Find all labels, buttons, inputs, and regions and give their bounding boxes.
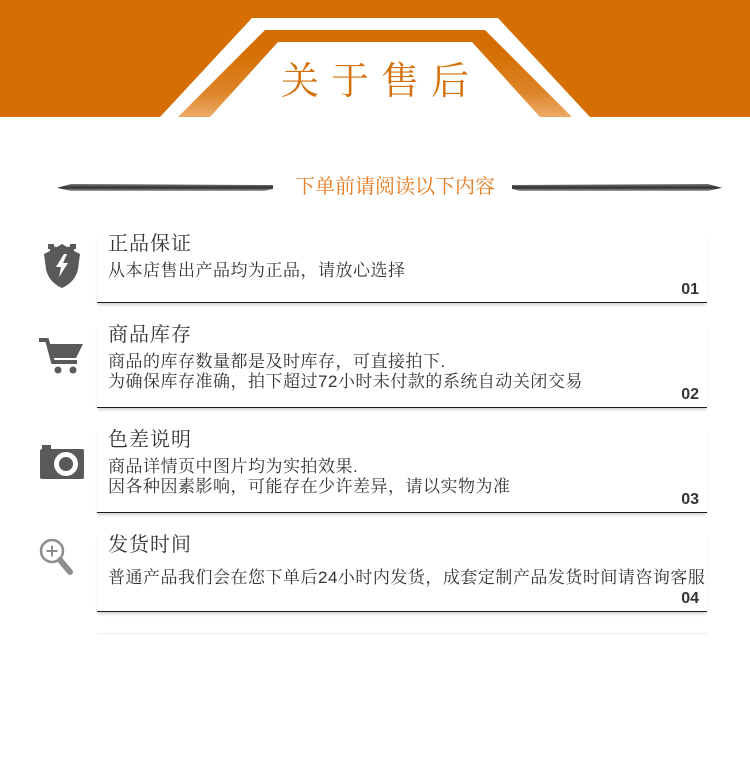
section-title: 发货时间 — [108, 534, 192, 556]
after-sales-banner — [0, 0, 750, 117]
section-line: 商品的库存数量都是及时库存，可直接拍下. — [108, 352, 446, 371]
notice-text: 下单前请阅读以下内容 — [295, 176, 495, 198]
divider-blade-right — [512, 184, 722, 191]
section-number: 02 — [681, 386, 699, 403]
section-title: 商品库存 — [108, 324, 192, 346]
page-title: 关于售后 — [280, 61, 481, 103]
section-line: 因各种因素影响，可能存在少许差异，请以实物为准 — [108, 477, 511, 496]
section-shipping-time — [97, 534, 707, 612]
section-number: 03 — [681, 491, 699, 508]
section-title: 色差说明 — [108, 429, 192, 451]
section-authenticity — [97, 233, 707, 303]
cart-icon — [37, 332, 87, 382]
divider-blade-left — [57, 184, 273, 191]
after-sales-sections — [97, 233, 707, 612]
section-line: 为确保库存准确，拍下超过72小时未付款的系统自动关闭交易 — [108, 372, 583, 391]
magnifier-icon — [33, 534, 83, 584]
pre-order-notice — [0, 169, 750, 209]
section-number: 01 — [681, 281, 699, 298]
shield-lightning-icon — [37, 241, 87, 291]
section-line: 普通产品我们会在您下单后24小时内发货，成套定制产品发货时间请咨询客服 — [108, 568, 706, 587]
section-title: 正品保证 — [108, 233, 192, 255]
section-color-difference — [97, 429, 707, 513]
section-inventory — [97, 324, 707, 408]
section-number: 04 — [681, 590, 699, 607]
bottom-faint-rule — [97, 633, 707, 634]
camera-icon — [37, 437, 87, 487]
section-line: 从本店售出产品均为正品，请放心选择 — [108, 261, 406, 280]
section-line: 商品详情页中图片均为实拍效果. — [108, 457, 359, 476]
